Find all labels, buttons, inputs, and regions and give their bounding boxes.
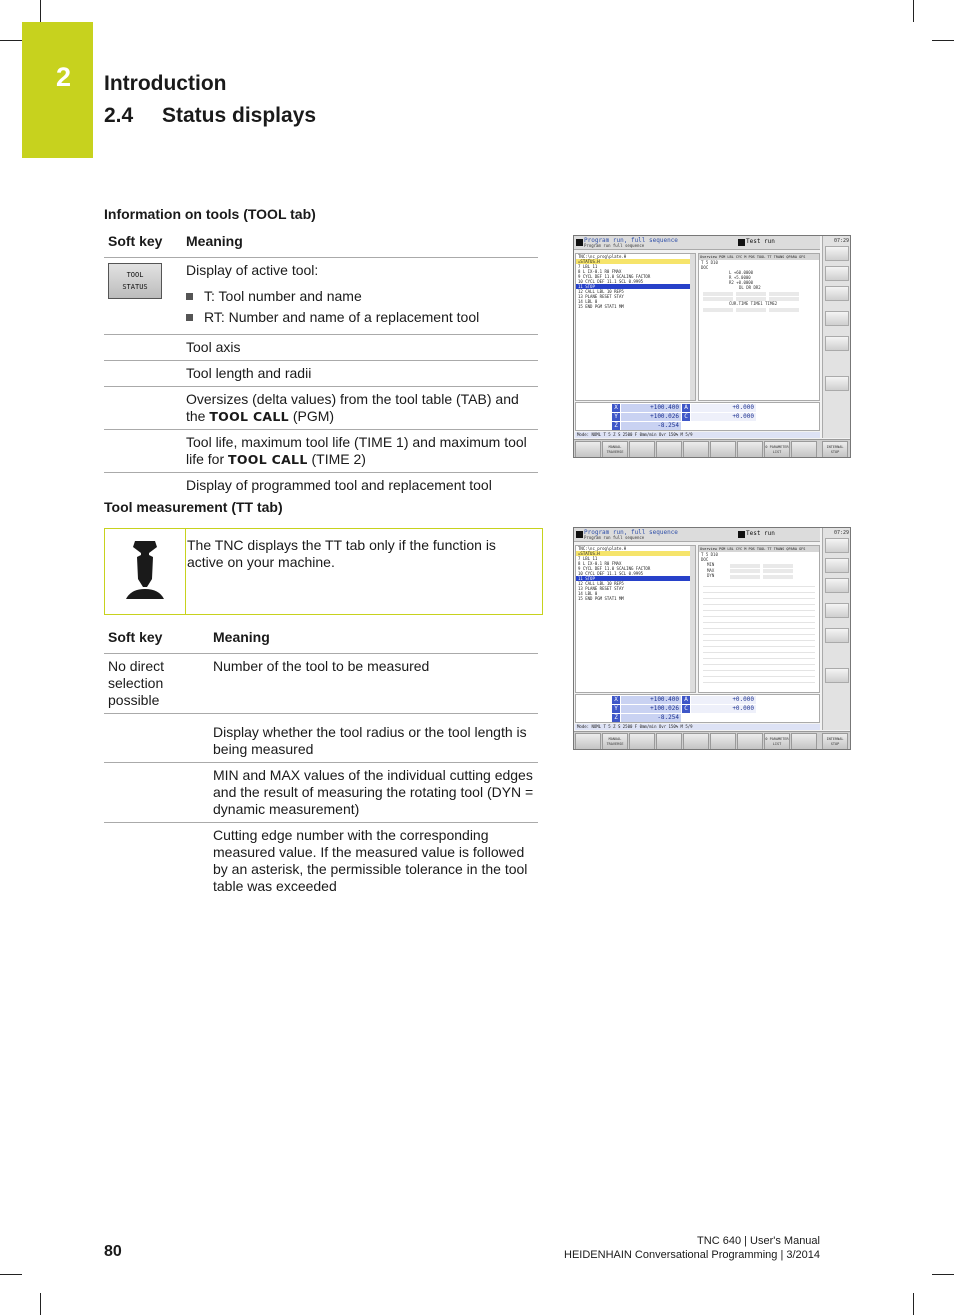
note-text: The TNC displays the TT tab only if the function is active on your machine. (187, 537, 496, 570)
softkey[interactable] (683, 441, 709, 458)
table-row (104, 335, 538, 361)
footer-manual: TNC 640 | User's Manual (697, 1235, 820, 1247)
softkey-row (574, 731, 851, 750)
mode-subtitle: Program run full sequence (584, 243, 645, 248)
mode-subtitle: Program run full sequence (584, 535, 645, 540)
second-mode: Test run (746, 530, 775, 537)
mode-bar: Mode: NOML T 5 Z S 2500 F 0mm/min Ovr 150% M 5/9 (575, 432, 820, 438)
side-softkey[interactable] (825, 668, 849, 683)
program-run-icon (576, 531, 583, 538)
side-softkey[interactable] (825, 578, 849, 593)
side-softkey[interactable] (825, 603, 849, 618)
side-softkey[interactable] (825, 336, 849, 351)
clock: 07:29 (833, 238, 849, 244)
note-icon (123, 539, 167, 607)
table-row (104, 714, 538, 763)
mode-title: Program run, full sequence (584, 529, 678, 536)
meaning-text: Display of programmed tool and replacement tool (186, 477, 492, 493)
crop-mark (913, 1293, 914, 1315)
tt-tab-screenshot (573, 527, 851, 750)
note-box (104, 528, 543, 615)
section-title (104, 104, 316, 128)
meaning-text: Oversizes (delta values) from the tool table (TAB) and the TOOL CALL (PGM) (182, 387, 538, 430)
status-tabs[interactable]: Overview PGM LBL CYC M POS TOOL TT TRANS QPARA GFS (699, 546, 819, 552)
side-softkey[interactable] (825, 311, 849, 326)
status-window: Overview PGM LBL CYC M POS TOOL TT TRANS QPARA GFS T 5 D10 DOC L +60.0000 R +5.0000 R2 +0.0000 DL DR DR2 CUR.TIME TIME1 TIME2 (698, 253, 820, 401)
col-softkey: Soft key (104, 226, 182, 258)
tt-tab-table (104, 622, 538, 899)
screen-header (574, 236, 820, 250)
tool-tab-table (104, 226, 538, 498)
note-divider (185, 529, 186, 614)
softkey[interactable] (575, 733, 601, 750)
side-softkey[interactable] (825, 558, 849, 573)
table-row (104, 361, 538, 387)
table-row (104, 430, 538, 473)
tt-tab-heading: Tool measurement (TT tab) (104, 499, 283, 515)
softkey[interactable]: MANUAL TRAVERSE (602, 441, 628, 458)
tool-status-softkey[interactable]: TOOL STATUS (108, 263, 162, 299)
scrollbar[interactable] (690, 546, 695, 692)
test-run-icon (738, 239, 745, 246)
softkey[interactable] (737, 733, 763, 750)
col-meaning: Meaning (209, 622, 538, 654)
screen-header (574, 528, 820, 542)
table-row (104, 654, 538, 714)
meaning-text: MIN and MAX values of the individual cutting edges and the result of measuring the rotating tool (DYN = dynamic measurement) (209, 763, 538, 823)
keyword-tool-call: TOOL CALL (209, 409, 289, 424)
softkey-text (104, 823, 209, 900)
mode-title: Program run, full sequence (584, 237, 678, 244)
program-window: TNC:\nc_prog\plate.H =STATUS.H 7 LBL 11 8 L IX-0.1 R0 FMAX 9 CYCL DEF 11.0 SCALING FACTOR 10 CYCL DEF 11.1 SCL 0.9995 11 STOP 12 CALL LBL 10 REP5 13 PLANE RESET STAY 14 LBL 0 15 END PGM STAT1 MM (575, 253, 696, 401)
crop-mark (40, 1293, 41, 1315)
meaning-text: Tool life, maximum tool life (TIME 1) and maximum tool life for TOOL CALL (TIME 2) (182, 430, 538, 473)
side-softkey[interactable] (825, 628, 849, 643)
page-number: 80 (104, 1243, 122, 1260)
softkey[interactable] (737, 441, 763, 458)
mode-bar: Mode: NOML T 5 Z S 2500 F 0mm/min Ovr 150% M 5/9 (575, 724, 820, 730)
crop-mark (932, 40, 954, 41)
clock: 07:29 (833, 530, 849, 536)
chapter-title: Introduction (104, 72, 227, 95)
measurement-grid (703, 586, 815, 686)
softkey[interactable] (791, 441, 817, 458)
col-softkey: Soft key (104, 622, 209, 654)
softkey[interactable] (575, 441, 601, 458)
meaning-text: Display whether the tool radius or the tool length is being measured (209, 714, 538, 763)
table-row (104, 823, 538, 900)
softkey[interactable]: INTERNAL STOP (822, 733, 848, 750)
softkey[interactable] (656, 441, 682, 458)
scrollbar[interactable] (690, 254, 695, 400)
meaning-text: Tool axis (182, 335, 538, 361)
bullet-list (186, 288, 534, 326)
side-softkey[interactable] (825, 538, 849, 553)
softkey[interactable] (710, 733, 736, 750)
side-softkey[interactable] (825, 266, 849, 281)
side-softkey[interactable] (825, 246, 849, 261)
meaning-text: Number of the tool to be measured (209, 654, 538, 714)
side-softkey[interactable] (825, 376, 849, 391)
softkey[interactable] (629, 441, 655, 458)
col-meaning: Meaning (182, 226, 538, 258)
softkey[interactable] (710, 441, 736, 458)
status-tabs[interactable]: Overview PGM LBL CYC M POS TOOL TT TRANS QPARA GFS (699, 254, 819, 260)
softkey-text (104, 714, 209, 763)
chapter-number: 2 (56, 62, 72, 92)
softkey[interactable] (656, 733, 682, 750)
test-run-icon (738, 531, 745, 538)
softkey[interactable] (791, 733, 817, 750)
list-item: T: Tool number and name (186, 288, 534, 305)
tool-tab-heading: Information on tools (TOOL tab) (104, 206, 316, 222)
meaning-text: Display of active tool: (186, 262, 319, 278)
side-softkey[interactable] (825, 286, 849, 301)
table-row (104, 763, 538, 823)
softkey[interactable]: 0 PARAMETER LIST (764, 441, 790, 458)
position-display: X +100.400 A +0.000 Y +100.026 C +0.000 Z -8.254 (575, 402, 820, 431)
side-softkeys (822, 236, 851, 438)
softkey[interactable]: INTERNAL STOP (822, 441, 848, 458)
softkey[interactable]: MANUAL TRAVERSE (602, 733, 628, 750)
softkey[interactable] (683, 733, 709, 750)
status-window: Overview PGM LBL CYC M POS TOOL TT TRANS QPARA GFS T 5 D10 DOC MIN MAX DYN (698, 545, 820, 693)
softkey-text: No direct selection possible (104, 654, 209, 714)
crop-mark (0, 40, 22, 41)
softkey-text (104, 763, 209, 823)
crop-mark (0, 1274, 22, 1275)
table-row (104, 387, 538, 430)
position-display: X +100.400 A +0.000 Y +100.026 C +0.000 Z -8.254 (575, 694, 820, 723)
tool-tab-screenshot (573, 235, 851, 458)
section-name: Status displays (162, 104, 317, 127)
second-mode: Test run (746, 238, 775, 245)
section-number: 2.4 (104, 104, 134, 127)
program-window: TNC:\nc_prog\plate.H =STATUS.H 7 LBL 11 8 L IX-0.1 R0 FMAX 9 CYCL DEF 11.0 SCALING FACTOR 10 CYCL DEF 11.1 SCL 0.9995 11 STOP 12 CALL LBL 10 REP5 13 PLANE RESET STAY 14 LBL 0 15 END PGM STAT1 MM (575, 545, 696, 693)
softkey[interactable] (629, 733, 655, 750)
list-item: RT: Number and name of a replacement tool (186, 309, 534, 326)
softkey-row (574, 439, 851, 458)
meaning-text: Cutting edge number with the corresponding measured value. If the measured value is followed by an asterisk, the permissible tolerance in the tool table was exceeded (213, 827, 528, 894)
softkey[interactable]: 0 PARAMETER LIST (764, 733, 790, 750)
crop-mark (913, 0, 914, 22)
crop-mark (932, 1274, 954, 1275)
table-row (104, 258, 538, 335)
table-row (104, 473, 538, 499)
program-run-icon (576, 239, 583, 246)
crop-mark (40, 0, 41, 22)
keyword-tool-call: TOOL CALL (228, 452, 308, 467)
meaning-text: Tool length and radii (182, 361, 538, 387)
footer-publisher: HEIDENHAIN Conversational Programming | 3/2014 (564, 1249, 820, 1261)
side-softkeys (822, 528, 851, 730)
